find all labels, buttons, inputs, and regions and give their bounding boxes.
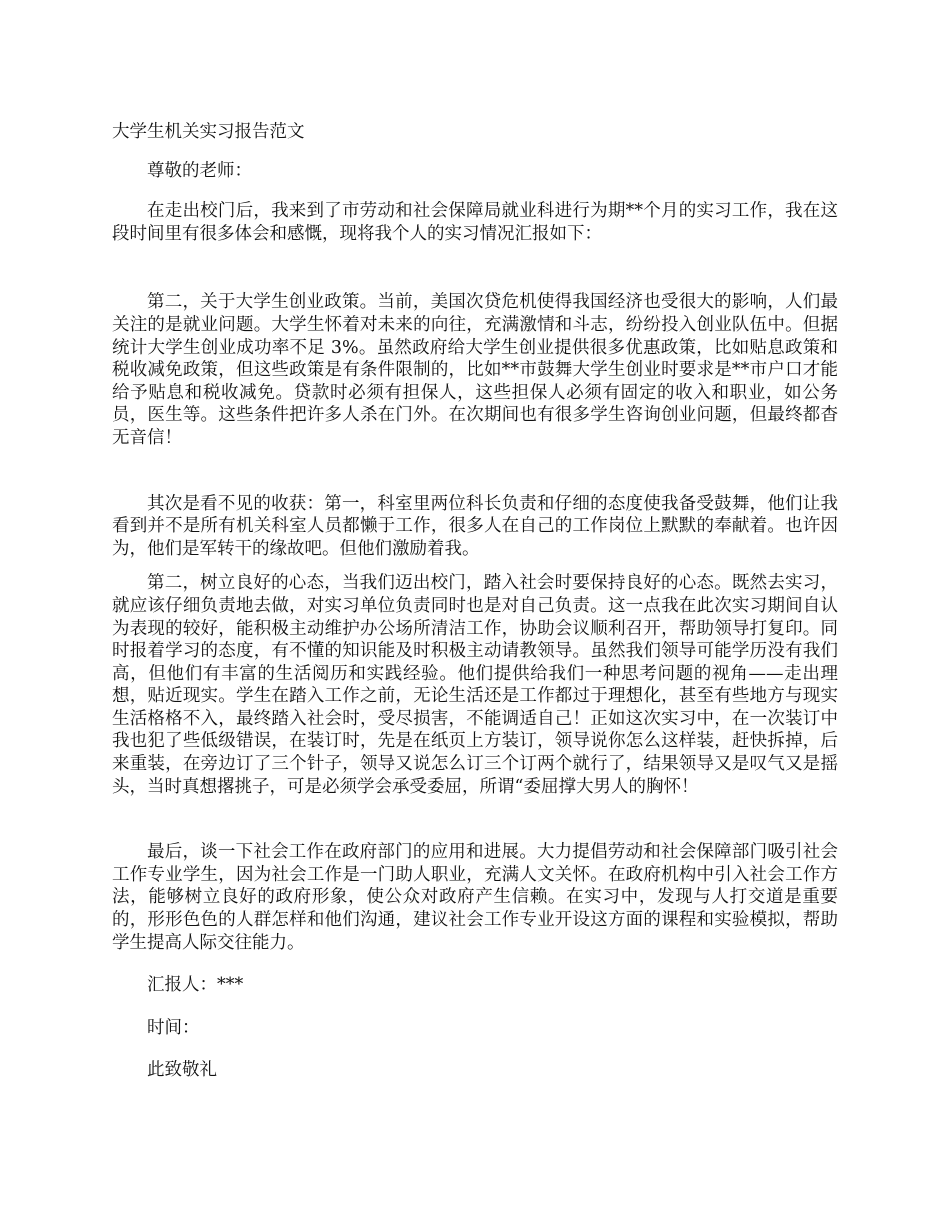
document-title: 大学生机关实习报告范文 xyxy=(112,122,305,142)
paragraph-invisible-gains: 其次是看不见的收获：第一，科室里两位科长负责和仔细的态度使我备受鼓舞，他们让我看到并不是所有机关科室人员都懒于工作，很多人在自己的工作岗位上默默的奉献着。也许因为，他们是军转干的缘故吧。但他们激励着我。 xyxy=(112,493,838,559)
salutation: 尊敬的老师： xyxy=(147,160,252,181)
paragraph-good-mindset: 第二，树立良好的心态，当我们迈出校门，踏入社会时要保持良好的心态。既然去实习，就应该仔细负责地去做，对实习单位负责同时也是对自己负责。这一点我在此次实习期间自认为表现的较好，能积极主动维护办公场所清洁工作，协助会议顺利召开，帮助领导打复印。同时报着学习的态度，有不懂的知识能及时积极主动请教领导。虽然我们领导可能学历没有我们高，但他们有丰富的生活阅历和实践经验。他们提供给我们一种思考问题的视角——走出理想，贴近现实。学生在踏入工作之前，无论生活还是工作都过于理想化，甚至有些地方与现实生活格格不入，最终踏入社会时，受尽损害，不能调适自己！正如这次实习中，在一次装订中我也犯了些低级错误，在装订时，先是在纸页上方装订，领导说你怎么这样装，赶快拆掉，后来重装，在旁边订了三个针子，领导又说怎么订三个订两个就行了，结果领导又是叹气又是摇头，当时真想撂挑子，可是必须学会承受委屈，所谓“委屈撑大男人的胸怀！ xyxy=(112,573,838,797)
document-page xyxy=(112,121,838,1082)
paragraph-intro: 在走出校门后，我来到了市劳动和社会保障局就业科进行为期**个月的实习工作，我在这段时间里有很多体会和感慨，现将我个人的实习情况汇报如下： xyxy=(112,201,838,244)
time-line: 时间： xyxy=(147,1017,200,1038)
paragraph-startup-policy: 第二，关于大学生创业政策。当前，美国次贷危机使得我国经济也受很大的影响，人们最关注的是就业问题。大学生怀着对未来的向往，充满激情和斗志，纷纷投入创业队伍中。但据统计大学生创业成功率不足 3%。虽然政府给大学生创业提供很多优惠政策，比如贴息政策和税收减免政策，但这些政策是有条件限制的，比如**市鼓舞大学生创业时要求是**市户口才能给予贴息和税收减免。贷款时必须有担保人，这些担保人必须有固定的收入和职业，如公务员，医生等。这些条件把许多人杀在门外。在次期间也有很多学生咨询创业问题，但最终都杳无音信！ xyxy=(112,292,838,448)
paragraph-social-work: 最后，谈一下社会工作在政府部门的应用和进展。大力提倡劳动和社会保障部门吸引社会工作专业学生，因为社会工作是一门助人职业，充满人文关怀。在政府机构中引入社会工作方法，能够树立良好的政府形象，使公众对政府产生信赖。在实习中，发现与人打交道是重要的，形形色色的人群怎样和他们沟通，建议社会工作专业开设这方面的课程和实验模拟，帮助学生提高人际交往能力。 xyxy=(112,842,838,953)
closing-line: 此致敬礼 xyxy=(147,1060,217,1081)
reporter-line: 汇报人：*** xyxy=(147,975,244,996)
